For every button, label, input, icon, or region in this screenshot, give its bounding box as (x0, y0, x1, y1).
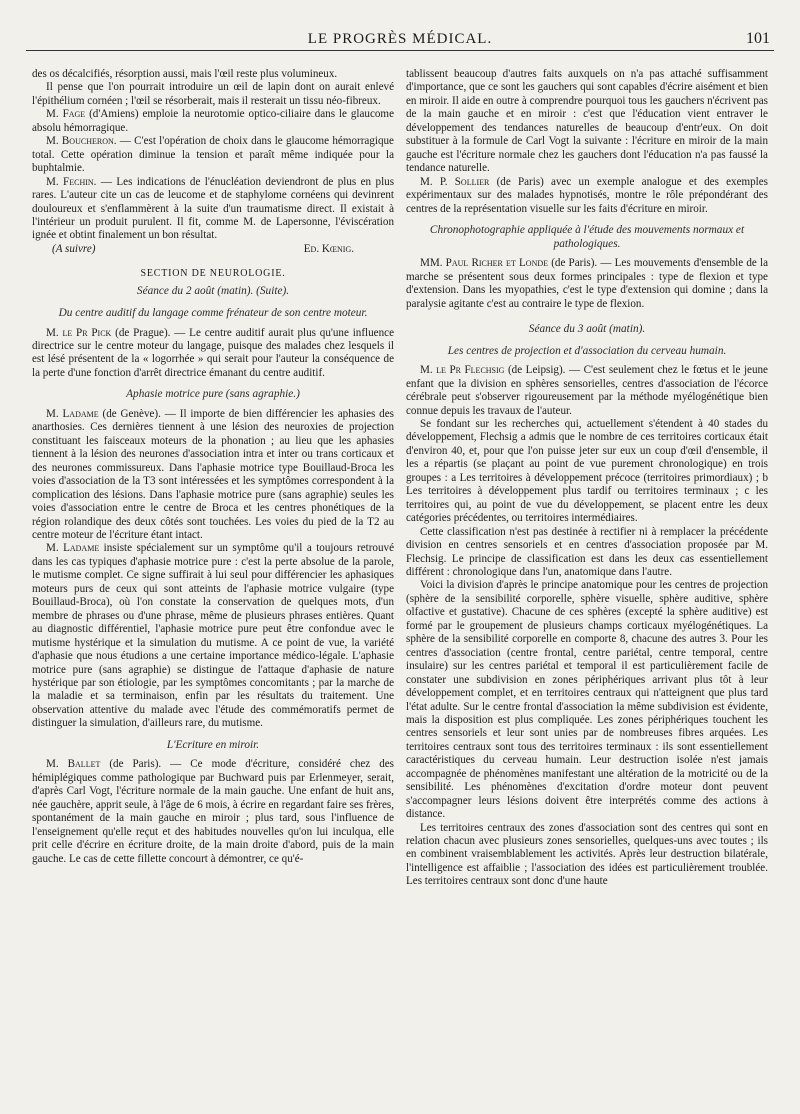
paragraph: des os décalcifiés, résorption aussi, mais l'œil reste plus volumineux. (32, 68, 338, 80)
article-heading: L'Ecriture en miroir. (166, 738, 260, 751)
paragraph: Voici la division d'après le principe anatomique pour les centres de projection (sphère de la sensibilité corporelle, sphère visuelle, sphère auditive, sphère olfactive et gustative). Chacune de ces sphères (excepté la sphère auditive) est formé par le groupement de plusieurs champs corticaux myélogénétiques. La sphère de la sensibilité corporelle en comporte 8, chacune des autres 3. Pour les centres d'association (centre frontal, centre pariétal, centre temporal, centre insulaire) sur les centres pariétal et temporal il est particulièrement facile de constater une subdivision en zones périphériques arrivant plus tôt à leur développement complet, et en territoires centraux qui n'atteignent que plus tard l'état adulte. Sur le centre frontal d'association la même subdivision est évidente, mais la disposition est plus compliquée. Les zones périphériques touchent les centres sensoriels et leur sont unies par de nombreuses fibres arquées. Les territoires centraux sont tous des territoires terminaux : ils sont essentiellement caractéristiques du cerveau humain. Leur destruction isolée n'est jamais accompagnée de phénomènes manifestant une altération de la motricité ou de la sensibilité. Les phénomènes d'excitation d'ordre moteur dont peuvent s'accompagner leurs lésions doivent être interprétés comme des actions à distance. (406, 579, 768, 821)
session-heading: Séance du 2 août (matin). (Suite). (136, 285, 290, 298)
author-name: M. le Pr Pick (46, 326, 112, 339)
paragraph: M. le Pr Flechsig (de Leipsig). — C'est seulement chez le fœtus et le jeune enfant que la division en sphères sensorielles, centres d'association de l'écorce cérébrale peut s'observer rigoureusement par la méthode myélogénétique bien connue depuis les travaux de l'auteur. (406, 364, 768, 417)
author-name: M. P. Sollier (420, 175, 490, 188)
author-name: MM. Paul Richer et Londe (420, 257, 549, 270)
article-heading: Les centres de projection et d'association du cerveau humain. (447, 344, 727, 357)
paragraph: M. Fage (d'Amiens) emploie la neurotomie optico-ciliaire dans le glaucome absolu hémorragique. (32, 108, 394, 134)
section-heading: SECTION DE NEUROLOGIE. (140, 268, 286, 280)
paragraph: M. Ladame insiste spécialement sur un symptôme qu'il a toujours retrouvé dans les cas typiques d'aphasie motrice pure : c'est la perte absolue de la parole, le mutisme complet. Ce signe suffirait à lui seul pour différencier les aphasiques moteurs purs de ceux qui sont atteints de l'aphasie motrice vulgaire (type Bouillaud-Broca), où l'on constate la conservation de quelques mots, d'un membre de phrases ou d'une phrase, même de plusieurs phrases entières. Quant au diagnostic différentiel, l'aphasie motrice pure peut être confondue avec le mutisme hystérique et la simulation du mutisme. A ce point de vue, la variété d'aphasie que nous étudions a une certaine importance médico-légale. L'aphasie motrice pure (sans agraphie) se distingue de l'attaque d'aphasie de nature hystérique par son étiologie, par les symptômes concomitants ; par la marche de la maladie et sa terminaison, enfin par les résultats du traitement. Une observation attentive du malade avec l'étude des commémoratifs permet de distinguer la simulation, d'ailleurs rare, du mutisme. (32, 542, 394, 730)
paragraph: Se fondant sur les recherches qui, actuellement s'étendent à 40 stades du développement, Flechsig a admis que le nombre de ces territoires corticaux était d'environ 40, et, pour que l'on puisse jeter sur eux un coup d'œil d'ensemble, il les a répartis (se plaçant au point de vue purement chronologique) en trois groupes : a Les territoires à développement précoce (territoires primordiaux) ; b Les territoires à développement plus tardif ou territoires terminaux ; c les territoires qui, au point de vue du développement, se placent entre les deux catégories précédentes, ou territoires intermédiaires. (406, 417, 768, 525)
signature: Ed. Kœnig. (303, 242, 354, 255)
author-name: M. Fage (46, 108, 86, 121)
right-column (406, 68, 768, 889)
to-be-continued: (A suivre) (52, 242, 96, 255)
page-header (26, 28, 774, 51)
paragraph: Il pense que l'on pourrait introduire un œil de lapin dont on aurait enlevé l'épithélium cornéen ; l'œil se résorberait, mais il resterait un tissu néo-fibreux. (32, 81, 394, 107)
article-heading: Chronophotographie appliquée à l'étude des mouvements normaux et pathologiques. (429, 223, 745, 250)
paragraph: Cette classification n'est pas destinée à rectifier ni à remplacer la précédente division en centres sensoriels et en centres d'association proposée par M. Flechsig. Le principe de classification est dans les deux cas essentiellement différent : chronologique dans l'un, anatomique dans l'autre. (406, 525, 768, 578)
article-heading: Du centre auditif du langage comme frénateur de son centre moteur. (58, 306, 368, 319)
article-heading: Aphasie motrice pure (sans agraphie.) (126, 388, 300, 401)
signature-line (32, 243, 394, 256)
paragraph: M. Boucheron. — C'est l'opération de choix dans le glaucome hémorragique total. Cette opération diminue la tension et paraît même indiquée pour la buphtalmie. (32, 135, 394, 175)
text-columns (26, 68, 774, 1108)
author-name: M. le Pr Flechsig (420, 364, 505, 377)
paragraph: M. P. Sollier (de Paris) avec un exemple analogue et des exemples expérimentaux sur des malades hypnotisés, montre le rôle prépondérant des centres de la représentation visuelle sur les faits d'écriture en miroir. (406, 175, 768, 215)
paragraph: M. le Pr Pick (de Prague). — Le centre auditif aurait plus qu'une influence directrice sur le centre moteur du langage, puisque des malades chez lesquels il est lésé présentent de la « logorrhée » qui serait pour l'auteur la conséquence de la perte d'une fonction d'arrêt directrice émanant du centre auditif. (32, 326, 394, 379)
author-name: M. Boucheron. (46, 135, 117, 148)
session-heading: Séance du 3 août (matin). (528, 322, 646, 335)
paragraph: M. Fechin. — Les indications de l'énucléation deviendront de plus en plus rares. L'auteur cite un cas de leucome et de staphylome cornéens qui devinrent douloureux et s'enflammèrent à la suite d'un traumatisme direct. Il existait à l'intérieur un produit purulent. Il fit, comme M. de Lapersonne, l'éviscération ignée et obtint finalement un bon résultat. (32, 175, 395, 242)
journal-title: LE PROGRÈS MÉDICAL. (307, 31, 493, 47)
left-column (32, 68, 394, 866)
page-number: 101 (746, 30, 770, 47)
author-name: M. Fechin. (46, 175, 97, 188)
author-name: M. Ladame (46, 407, 99, 420)
journal-page (26, 28, 774, 1108)
paragraph: M. Ladame (de Genève). — Il importe de bien différencier les aphasies des anarthosies. Ces dernières tiennent à une lésion des neuroxies de projection constituant les faisceaux moteurs de la phonation ; au lieu que les aphasies tiennent à la lésion des neurones d'association intra et inter ou trans corticaux et des neurones commissureux. Dans l'aphasie motrice type Bouillaud-Broca les voies d'association de la T3 sont intéressées et les symptômes correspondent à la complication des lésions. Dans l'aphasie motrice pure (sans agraphie) seules les voies d'association entre le centre de Broca et les centres phonétiques de la région rolandique des deux côtés sont touchées. Les voies du pied de la T2 au centre moteur de l'écriture étant intact. (32, 407, 394, 542)
paragraph: M. Ballet (de Paris). — Ce mode d'écriture, considéré chez des hémiplégiques comme pathologique par Buchward puis par Erlenmeyer, serait, d'après Carl Vogt, l'écriture normale de la main gauche. Une enfant de huit ans, née gauchère, apprit seule, à l'âge de 6 mois, à écrire en regardant faire ses frères, spontanément de la main gauche en miroir ; plus tard, sous l'influence de l'enseignement qu'elle reçut et des habitudes nouvelles qu'on lui inculqua, elle prit celle d'écrire en écriture droite, de la main droite d'abord, puis de la main gauche. Le cas de cette fillette concourt à démontrer, ce qu'é- (32, 758, 394, 865)
paragraph: MM. Paul Richer et Londe (de Paris). — Les mouvements d'ensemble de la marche se présentent sous deux formes principales : type de flexion et type d'extension. Dans les myopathies, c'est le type d'extension qui domine ; dans la paralysie agitante c'est au contraire le type de flexion. (406, 257, 769, 310)
paragraph: tablissent beaucoup d'autres faits auxquels on n'a pas attaché suffisamment d'importance, que ce sont les gauchers qui sont capables d'écrire aisément et bien en miroir. Il aide en outre à comprendre pourquoi tous les gauchers n'écrivent pas de la main gauche et en miroir : c'est que l'éducation vient entraver le développement des tendances naturelles de beaucoup d'entr'eux. On doit substituer à la formule de Carl Vogt la suivante : l'écriture en miroir de la main gauche est l'écriture normale chez les gauchers dont l'éducation n'a pas faussé la tendance naturelle. (406, 68, 768, 175)
paragraph: Les territoires centraux des zones d'association sont des centres qui sont en relation chacun avec plusieurs zones sensorielles, quelques-uns avec toutes ; ils en combinent vraisemblablement les activités. Après leur destruction bilatérale, l'intelligence est affaiblie ; l'association des idées est particulièrement troublée. Les territoires centraux sont donc d'une haute (406, 821, 768, 888)
author-name: M. Ballet (46, 758, 101, 771)
author-name: M. Ladame (46, 542, 100, 555)
